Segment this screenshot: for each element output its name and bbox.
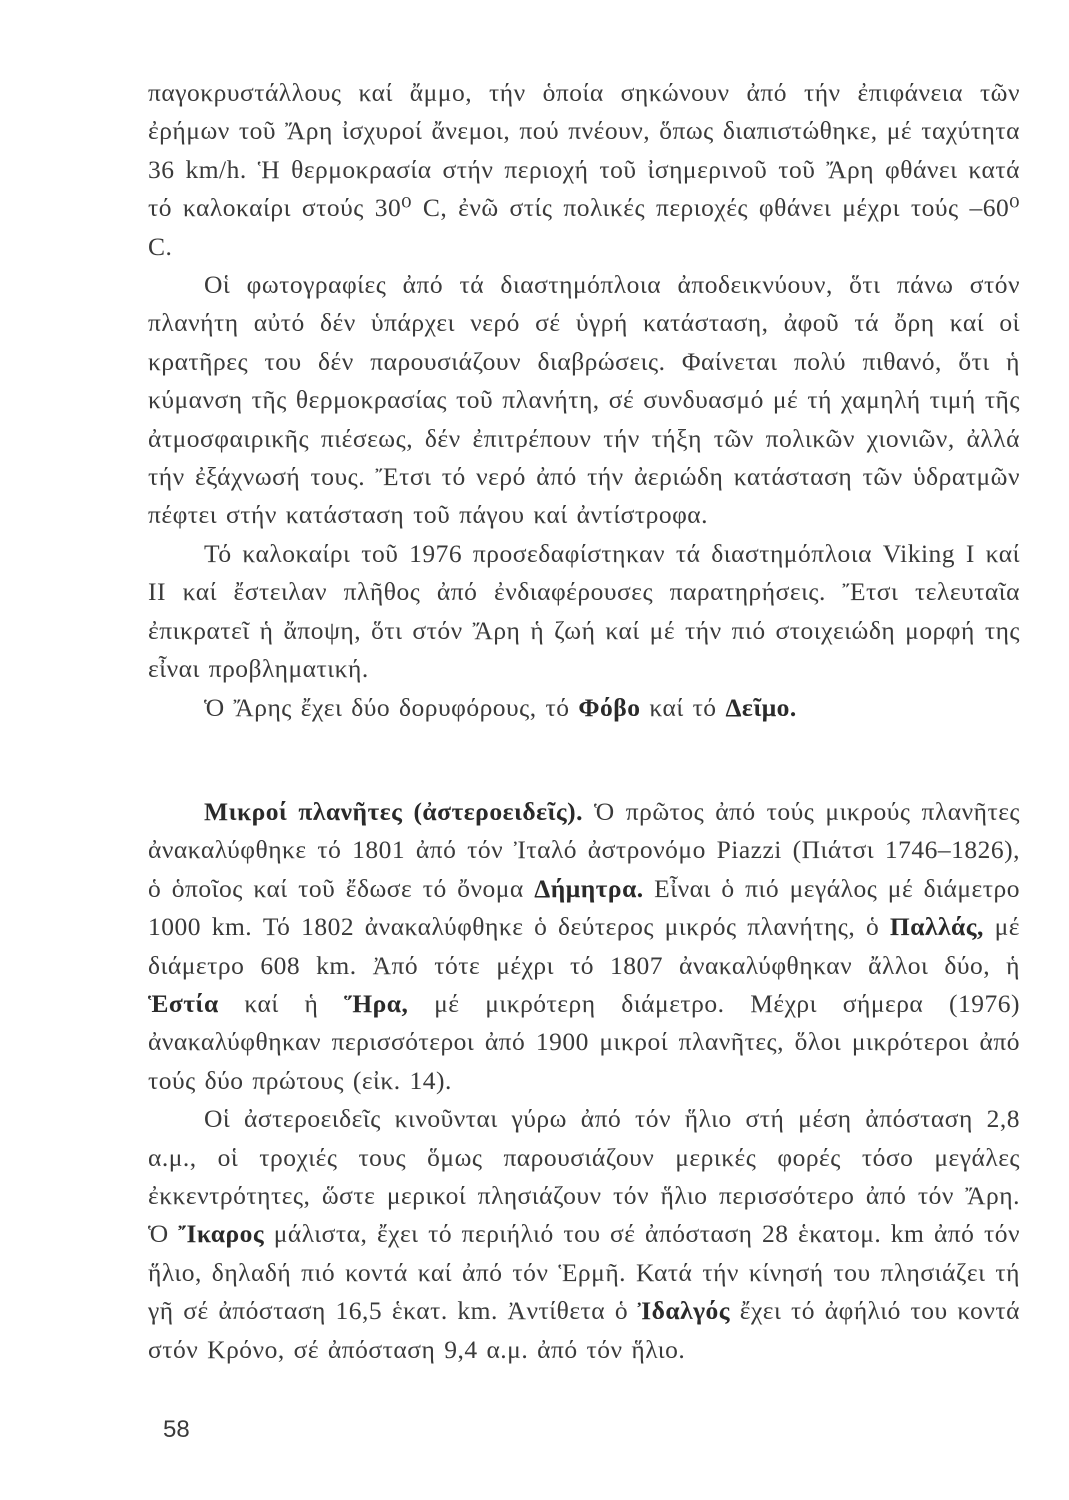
asteroids-text-5: μέ μικρότερη διάμετρο. Μέχρι σήμερα (1976) ἀνακαλύφθηκαν περισσότεροι ἀπό 1900 μικροί πλανῆτες, ὅλοι μικρότεροι ἀπό τούς δύο πρώτους (εἰκ. 14). <box>148 988 1020 1095</box>
asteroids-text-4: καί ἡ <box>218 988 345 1018</box>
satellites-text-before: Ὁ Ἄρης ἔχει δύο δορυφόρους, τό <box>204 692 579 722</box>
orbits-text-2: μάλιστα, ἔχει τό περιήλιό του σέ ἀπόσταση 28 ἑκατομ. km ἀπό τόν ἥλιο, δηλαδή πιό κοντά καί ἀπό τόν Ἑρμῆ. Κατά τήν κίνησή του πλησιάζει τή γῆ σέ ἀπόσταση 16,5 ἑκατ. km. Ἀντίθετα ὁ <box>148 1219 1020 1326</box>
satellites-text-middle: καί τό <box>640 692 726 722</box>
asteroid-name-pallas: Παλλάς, <box>889 912 984 942</box>
satellite-name-phobos: Φόβο <box>578 692 641 722</box>
section-heading-asteroids: Μικροί πλανῆτες (ἀστεροειδεῖς). <box>204 796 584 826</box>
paragraph-mars-satellites <box>148 689 1020 727</box>
satellite-name-deimos: Δεῖμο. <box>725 692 797 722</box>
asteroids-text-1: Ὁ πρῶτος ἀπό τούς μικρούς πλανῆτες ἀνακαλύφθηκε τό 1801 ἀπό τόν Ἰταλό ἀστρονόμο Piazzi (Πιάτσι 1746–1826), ὁ ὁποῖος καί τοῦ ἔδωσε τό ὄνομα <box>148 796 1020 903</box>
paragraph-asteroids-discovery <box>148 793 1020 1100</box>
page-number: 58 <box>163 1416 190 1443</box>
section-gap <box>148 727 1020 793</box>
orbits-text-1: Οἱ ἀστεροειδεῖς κινοῦνται γύρω ἀπό τόν ἥλιο στή μέση ἀπόσταση 2,8 α.μ., οἱ τροχιές τους ὅμως παρουσιάζουν μερικές φορές τόσο μεγάλες ἐκκεντρότητες, ὥστε μερικοί πλησιάζουν τόν ἥλιο περισσότερο ἀπό τόν Ἄρη. Ὁ <box>148 1104 1020 1249</box>
paragraph-mars-water: Οἱ φωτογραφίες ἀπό τά διαστημόπλοια ἀποδεικνύουν, ὅτι πάνω στόν πλανήτη αὐτό δέν ὑπάρχει νερό σέ ὑγρή κατάσταση, ἀφοῦ τά ὄρη καί οἱ κρατῆρες του δέν παρουσιάζουν διαβρώσεις. Φαίνεται πολύ πιθανό, ὅτι ἡ κύμανση τῆς θερμοκρασίας τοῦ πλανήτη, σέ συνδυασμό μέ τή χαμηλή τιμή τῆς ἀτμοσφαιρικῆς πιέσεως, δέν ἐπιτρέπουν τήν τήξη τῶν πολικῶν χιονιῶν, ἀλλά τήν ἐξάχνωσή τους. Ἔτσι τό νερό ἀπό τήν ἀεριώδη κατάσταση τῶν ὑδρατμῶν πέφτει στήν κατάσταση τοῦ πάγου καί ἀντίστροφα. <box>148 270 1020 530</box>
asteroid-name-icarus: Ἴκαρος <box>178 1219 265 1249</box>
asteroid-name-hidalgo: Ἰδαλγός <box>637 1296 731 1326</box>
asteroids-text-3: μέ διάμετρο 608 km. Ἀπό τότε μέχρι τό 1807 ἀνακαλύφθηκαν ἄλλοι δύο, ἡ <box>148 912 1020 980</box>
paragraph-asteroids-orbits <box>148 1100 1020 1369</box>
text-column <box>148 74 1020 1369</box>
paragraph-viking-missions: Τό καλοκαίρι τοῦ 1976 προσεδαφίστηκαν τά διαστημόπλοια Viking I καί II καί ἔστειλαν πλῆθος ἀπό ἐνδιαφέρουσες παρατηρήσεις. Ἔτσι τελευταῖα ἐπικρατεῖ ἡ ἄποψη, ὅτι στόν Ἄρη ἡ ζωή καί μέ τήν πιό στοιχειώδη μορφή της εἶναι προβληματική. <box>148 538 1020 684</box>
orbits-text-3: ἔχει τό ἀφήλιό του κοντά στόν Κρόνο, σέ ἀπόσταση 9,4 α.μ. ἀπό τόν ἥλιο. <box>148 1296 1021 1364</box>
paragraph-mars-dust-temperature: παγοκρυστάλλους καί ἄμμο, τήν ὁποία σηκώνουν ἀπό τήν ἐπιφάνεια τῶν ἐρήμων τοῦ Ἄρη ἰσχυροί ἄνεμοι, πού πνέουν, ὅπως διαπιστώθηκε, μέ ταχύτητα 36 km/h. Ἡ θερμοκρασία στήν περιοχή τοῦ ἰσημερινοῦ τοῦ Ἄρη φθάνει κατά τό καλοκαίρι στούς 30⁰ C, ἐνῶ στίς πολικές περιοχές φθάνει μέχρι τούς –60⁰ C. <box>148 78 1020 261</box>
asteroid-name-ceres: Δήμητρα. <box>534 873 644 903</box>
asteroids-text-2: Εἶναι ὁ πιό μεγάλος μέ διάμετρο 1000 km. Τό 1802 ἀνακαλύφθηκε ὁ δεύτερος μικρός πλανήτης, ὁ <box>148 873 1020 942</box>
asteroid-name-hera: Ἥρα, <box>344 988 409 1018</box>
asteroid-name-vesta: Ἑστία <box>148 988 219 1018</box>
